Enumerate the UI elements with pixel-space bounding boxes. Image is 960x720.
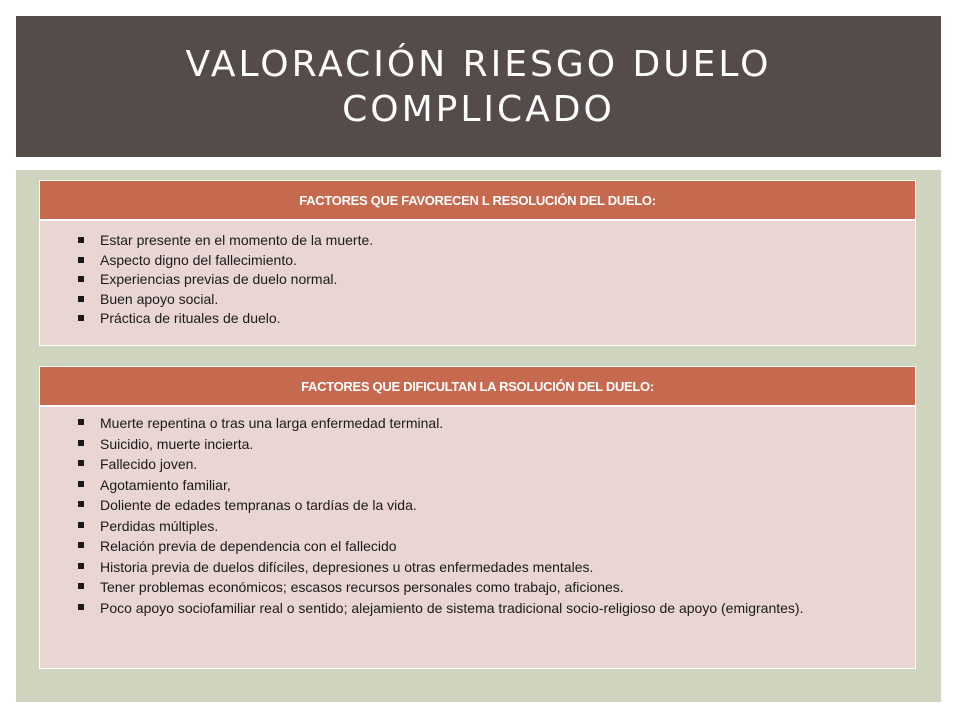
list-item: [78, 475, 895, 496]
slide-title-bar: [16, 16, 941, 157]
square-bullet-icon: [78, 563, 84, 569]
list-item-text: Práctica de rituales de duelo.: [100, 310, 281, 326]
square-bullet-icon: [78, 296, 84, 302]
square-bullet-icon: [78, 315, 84, 321]
square-bullet-icon: [78, 440, 84, 446]
square-bullet-icon: [78, 583, 84, 589]
hindering-factors-header: FACTORES QUE DIFICULTAN LA RSOLUCIÓN DEL DUELO:: [40, 367, 915, 407]
square-bullet-icon: [78, 276, 84, 282]
list-item-text: Experiencias previas de duelo normal.: [100, 271, 338, 287]
list-item: [78, 454, 895, 475]
list-item: [78, 290, 895, 310]
list-item-text: Tener problemas económicos; escasos recursos personales como trabajo, aficiones.: [100, 579, 624, 595]
list-item-text: Aspecto digno del fallecimiento.: [100, 251, 297, 268]
square-bullet-icon: [78, 419, 84, 425]
square-bullet-icon: [78, 257, 84, 263]
square-bullet-icon: [78, 542, 84, 548]
square-bullet-icon: [78, 237, 84, 243]
slide-title-line-1: VALORACIÓN RIESGO DUELO: [185, 43, 772, 85]
list-item: [78, 516, 895, 537]
favorable-factors-list: [40, 221, 915, 329]
list-item: [78, 413, 895, 434]
list-item-text: Agotamiento familiar,: [100, 476, 231, 493]
square-bullet-icon: [78, 501, 84, 507]
list-item: [78, 231, 895, 251]
favorable-factors-header: FACTORES QUE FAVORECEN L RESOLUCIÓN DEL DUELO:: [40, 181, 915, 221]
square-bullet-icon: [78, 460, 84, 466]
list-item: [78, 598, 895, 619]
list-item-text: Fallecido joven.: [100, 456, 198, 472]
list-item: [78, 577, 895, 598]
slide-title-line-2: COMPLICADO: [342, 88, 615, 130]
hindering-factors-panel: [39, 366, 916, 669]
list-item-text: Perdidas múltiples.: [100, 517, 219, 534]
square-bullet-icon: [78, 604, 84, 610]
list-item-text: Poco apoyo sociofamiliar real o sentido; alejamiento de sistema tradicional socio-religioso de apoyo (emigrantes).: [100, 599, 804, 616]
list-item: [78, 557, 895, 578]
list-item-text: Suicidio, muerte incierta.: [100, 435, 254, 452]
list-item: [78, 434, 895, 455]
list-item-text: Historia previa de duelos difíciles, depresiones u otras enfermedades mentales.: [100, 558, 594, 575]
list-item-text: Buen apoyo social.: [100, 290, 219, 307]
list-item: [78, 251, 895, 271]
list-item: [78, 536, 895, 557]
list-item: [78, 495, 895, 516]
hindering-factors-list: [40, 407, 915, 618]
favorable-factors-panel: [39, 180, 916, 346]
list-item: [78, 309, 895, 329]
list-item-text: Muerte repentina o tras una larga enfermedad terminal.: [100, 415, 444, 431]
square-bullet-icon: [78, 481, 84, 487]
list-item-text: Relación previa de dependencia con el fallecido: [100, 538, 397, 554]
list-item-text: Doliente de edades tempranas o tardías de la vida.: [100, 497, 417, 513]
square-bullet-icon: [78, 522, 84, 528]
list-item-text: Estar presente en el momento de la muerte.: [100, 232, 374, 248]
list-item: [78, 270, 895, 290]
